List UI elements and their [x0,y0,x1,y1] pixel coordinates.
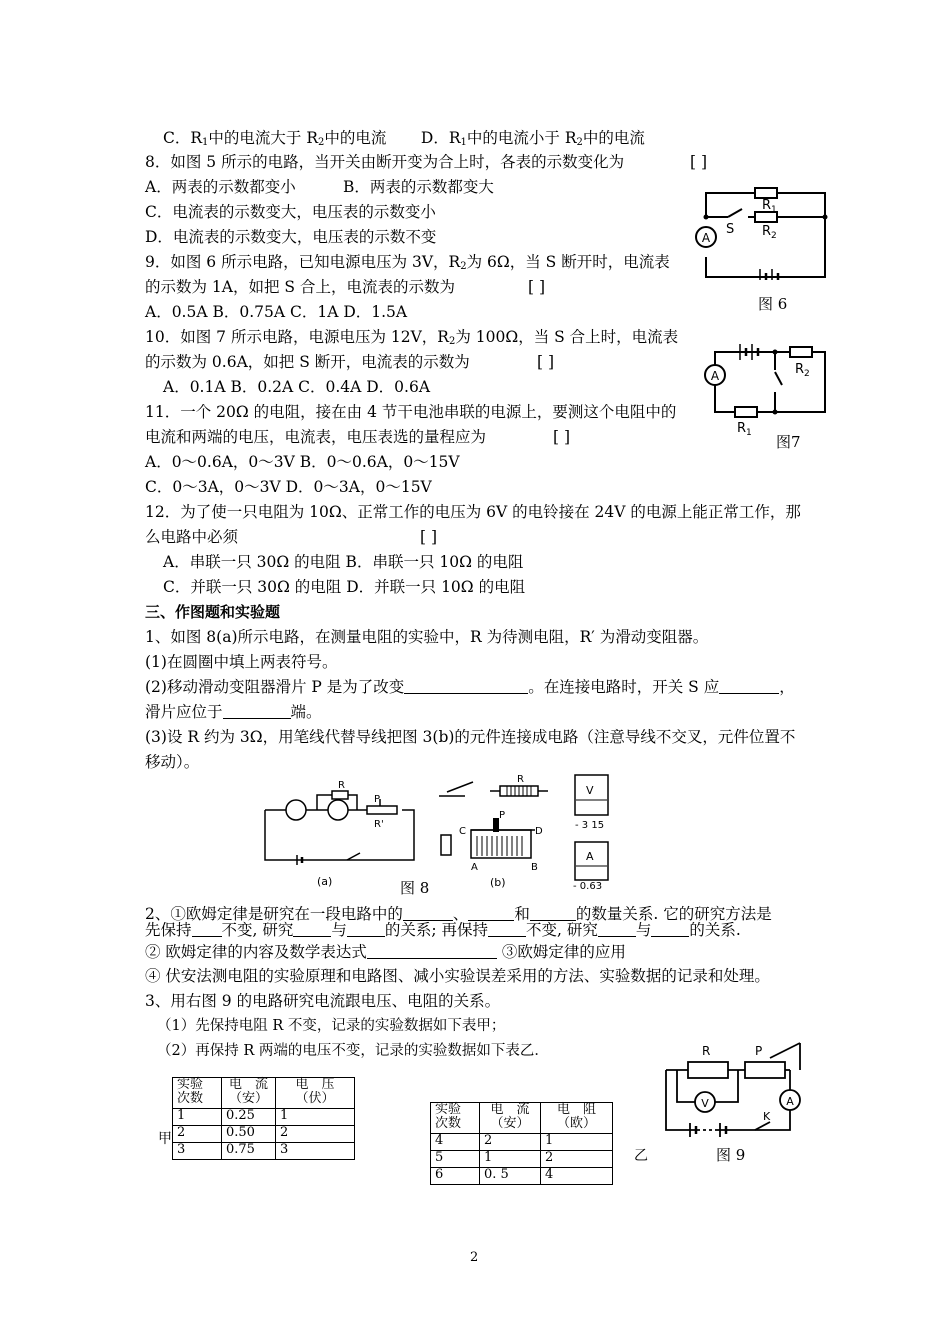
s3-q1-stem: 1、如图 8(a)所示电路，在测量电阻的实验中，R 为待测电阻，R′ 为滑动变阻器。 [145,628,709,646]
table-jia [172,1077,355,1160]
voltmeter-label: V [586,784,594,797]
r1-label: $R_1$ [737,421,752,438]
table-header: 电 流 （安） [222,1078,276,1109]
ammeter-label: A [786,1095,794,1108]
table-header: 实验 次数 [173,1078,222,1109]
d-label: D [535,826,543,837]
s3-q3-part1: （1）先保持电阻 R 不变，记录的实验数据如下表甲； [157,1018,506,1034]
q12-stem-1: 12．为了使一只电阻为 10Ω、正常工作的电压为 6V 的电铃接在 24V 的电源上能正常工作，那 [145,503,801,521]
figure-7-circuit [700,340,830,440]
table-cell: 4 [431,1134,480,1151]
figure-8a-circuit [262,775,422,890]
table-cell: 3 [276,1143,355,1160]
q11-bracket: [ ] [553,428,571,446]
k-label: K [763,1110,771,1123]
ammeter-range: - 0.63 [573,881,603,890]
table-cell: 1 [541,1134,613,1151]
c-label: C [459,826,466,837]
q7-options: C．$R_1$中的电流大于 $R_2$中的电流 D．$R_1$中的电流小于 $R_2$中的电流 [163,129,645,148]
r-label: R [517,774,524,785]
table-header: 实验 次数 [431,1103,480,1134]
table-cell: 2 [541,1151,613,1168]
q12-options-1: A．串联一只 30Ω 的电阻 B．串联一只 10Ω 的电阻 [163,553,524,571]
p-label: P [499,810,506,821]
q11-options-1: A．0～0.6A，0～3V B．0～0.6A，0～15V [145,453,460,471]
b-terminal-label: B [531,862,538,873]
q8-option-a: A．两表的示数都变小 [145,178,296,196]
q10-stem-2: 的示数为 0.6A，如把 S 断开，电流表的示数为 [145,353,470,371]
r-label: R [702,1044,711,1058]
figure-8-caption: 图 8 [400,879,430,897]
table-yi [430,1102,613,1185]
a-terminal-label: A [471,862,478,873]
s3-q1-part3-cont: 移动）。 [145,753,200,771]
figure-9-caption: 图 9 [716,1146,746,1164]
r2-label: $R_2$ [762,224,777,241]
rprime-label: R' [374,819,384,830]
q11-stem-1: 11．一个 20Ω 的电阻，接在由 4 节干电池串联的电源上，要测这个电阻中的 [145,403,677,421]
q9-stem-1: 9．如图 6 所示电路，已知电源电压为 3V，$R_2$为 6Ω，当 S 断开时，电流表 [145,253,670,272]
r-label: R [338,780,345,791]
table-row [431,1134,613,1151]
table-header-row [173,1078,355,1109]
ammeter-label: A [701,231,711,245]
figure-9-circuit [660,1040,810,1140]
s3-q2-line3: ② 欧姆定律的内容及数学表达式 ③欧姆定律的应用 [145,943,626,961]
page-number: 2 [470,1250,479,1265]
fig8b-label: (b) [490,876,506,889]
p-label: P [755,1044,763,1058]
table-cell: 1 [276,1109,355,1126]
table-jia-label: 甲 [158,1131,172,1147]
table-cell: 3 [173,1143,222,1160]
table-cell: 1 [173,1109,222,1126]
figure-7-caption: 图7 [776,433,801,451]
q8-option-c: C．电流表的示数变大，电压表的示数变小 [145,203,436,221]
s3-q1-part3: (3)设 R 约为 3Ω，用笔线代替导线把图 3(b)的元件连接成电路（注意导线不交叉，元件位置不 [145,728,796,746]
table-row [431,1168,613,1185]
q8-option-d: D．电流表的示数变大，电压表的示数不变 [145,228,437,246]
r1-label: $R_1$ [762,198,777,215]
table-cell: 0. 5 [480,1168,541,1185]
q12-options-2: C．并联一只 30Ω 的电阻 D．并联一只 10Ω 的电阻 [163,578,526,596]
meter-circle-icon [328,800,348,820]
q8-stem: 8．如图 5 所示的电路，当开关由断开变为合上时，各表的示数变化为 [145,153,625,171]
table-cell: 5 [431,1151,480,1168]
s3-q1-part2: (2)移动滑动变阻器滑片 P 是为了改变 。在连接电路时，开关 S 应 ， [145,678,795,696]
voltmeter-range: - 3 15 [575,820,605,831]
table-header: 电 压 （伏） [276,1078,355,1109]
s3-q2-line2: 先保持 不变, 研究 与 的关系; 再保持 不变, 研究 与 的关系. [145,921,741,939]
switch-label: S [726,222,735,237]
s3-q1-part2-cont: 滑片应位于 端。 [145,703,322,721]
s3-q3-stem: 3、用右图 9 的电路研究电流跟电压、电阻的关系。 [145,992,501,1010]
voltmeter-label: V [701,1097,709,1110]
q12-bracket: [ ] [420,528,438,546]
table-yi-label: 乙 [634,1148,648,1164]
s3-q2-line1: 2、①欧姆定律是研究在一段电路中的 、 和 的数量关系. 它的研究方法是 [145,905,772,923]
table-row [173,1126,355,1143]
table-cell: 0.50 [222,1126,276,1143]
r2-label: $R_2$ [795,362,810,379]
table-cell: 0.75 [222,1143,276,1160]
q10-options: A．0.1A B．0.2A C．0.4A D．0.6A [163,378,431,396]
q11-options-2: C．0～3A，0～3V D．0～3A，0～15V [145,478,432,496]
s3-q2-line4: ④ 伏安法测电阻的实验原理和电路图、减小实验误差采用的方法、实验数据的记录和处理。 [145,967,770,985]
table-cell: 4 [541,1168,613,1185]
q9-stem-2: 的示数为 1A，如把 S 合上，电流表的示数为 [145,278,455,296]
table-cell: 2 [173,1126,222,1143]
q11-stem-2: 电流和两端的电压，电流表，电压表选的量程应为 [145,428,487,446]
s3-q1-part1: (1)在圆圈中填上两表符号。 [145,653,338,671]
table-cell: 2 [276,1126,355,1143]
s3-q3-part2: （2）再保持 R 两端的电压不变，记录的实验数据如下表乙． [157,1043,549,1059]
table-row [173,1109,355,1126]
meter-circle-icon [286,800,306,820]
table-cell: 2 [480,1134,541,1151]
figure-6-circuit [690,185,835,280]
p-label: P [374,794,381,805]
ammeter-label: A [586,850,594,863]
q12-stem-2: 么电路中必须 [145,528,239,546]
q10-stem-1: 10．如图 7 所示电路，电源电压为 12V，$R_2$为 100Ω，当 S 合上时，电流表 [145,328,679,347]
q8-bracket: [ ] [690,153,708,171]
q8-option-b: B．两表的示数都变大 [343,178,494,196]
table-row [431,1151,613,1168]
table-header-row [431,1103,613,1134]
table-cell: 0.25 [222,1109,276,1126]
q10-bracket: [ ] [537,353,555,371]
table-cell: 1 [480,1151,541,1168]
table-cell: 6 [431,1168,480,1185]
ammeter-label: A [710,369,720,383]
table-row [173,1143,355,1160]
table-header: 电 流 （安） [480,1103,541,1134]
table-header: 电 阻 （欧） [541,1103,613,1134]
section-title: 三、作图题和实验题 [145,603,281,621]
figure-6-caption: 图 6 [758,295,788,313]
q9-options: A．0.5A B．0.75A C．1A D．1.5A [145,303,408,321]
q9-bracket: [ ] [528,278,546,296]
fig8a-label: (a) [317,875,333,888]
figure-8b-components [435,770,625,890]
